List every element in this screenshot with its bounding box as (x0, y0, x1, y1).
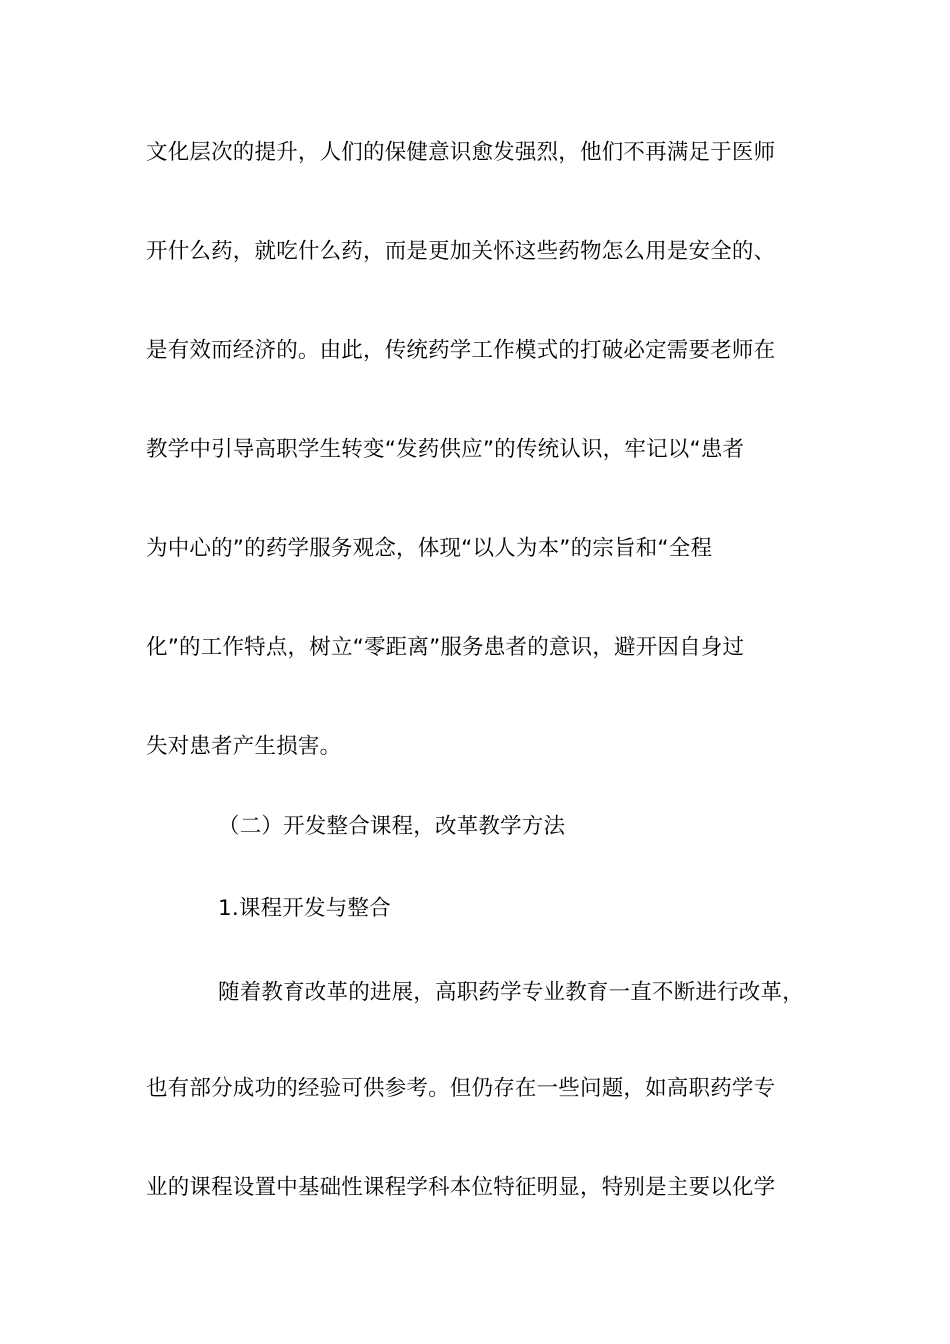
paragraph-line: 业的课程设置中基础性课程学科本位特征明显，特别是主要以化学 (146, 1175, 776, 1200)
paragraph-line: 化”的工作特点，树立“零距离”服务患者的意识，避开因自身过 (146, 635, 745, 660)
paragraph-line: 是有效而经济的。由此，传统药学工作模式的打破必定需要老师在 (146, 338, 776, 363)
paragraph-line: 为中心的”的药学服务观念，体现“以人为本”的宗旨和“全程 (146, 536, 713, 561)
paragraph-line: 也有部分成功的经验可供参考。但仍存在一些问题，如高职药学专 (146, 1076, 776, 1101)
paragraph-line: 随着教育改革的进展，高职药学专业教育一直不断进行改革， (218, 980, 804, 1005)
paragraph-line: 开什么药，就吃什么药，而是更加关怀这些药物怎么用是安全的、 (146, 239, 776, 264)
paragraph-line: 失对患者产生损害。 (146, 734, 342, 759)
section-heading: （二）开发整合课程，改革教学方法 (218, 814, 566, 839)
paragraph-line: 文化层次的提升，人们的保健意识愈发强烈，他们不再满足于医师 (146, 140, 776, 165)
paragraph-line: 教学中引导高职学生转变“发药供应”的传统认识，牢记以“患者 (146, 437, 745, 462)
subsection-heading: 1.课程开发与整合 (218, 896, 391, 921)
